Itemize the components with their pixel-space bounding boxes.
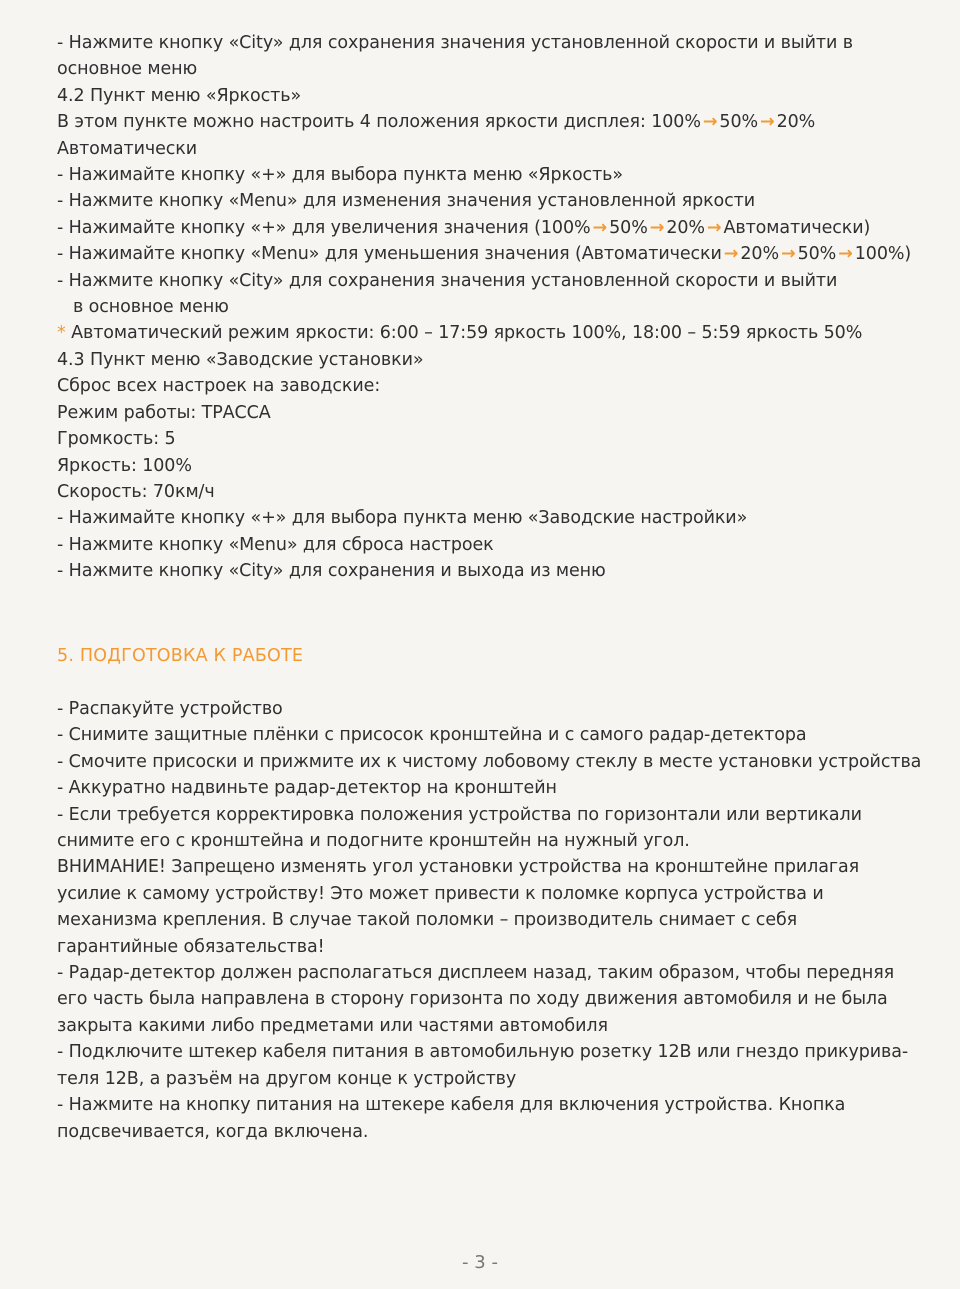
brightness-intro-line	[57, 109, 942, 135]
text-line: Громкость: 5	[57, 429, 176, 450]
text-line: - Нажимайте кнопку «+» для выбора пункта меню «Яркость»	[57, 165, 623, 186]
decrease-line	[57, 241, 942, 267]
warning-line: ВНИМАНИЕ! Запрещено изменять угол установки устройства на кронштейне прилагая	[57, 857, 860, 878]
text-line: - Радар-детектор должен располагаться дисплеем назад, таким образом, чтобы передняя	[57, 963, 895, 984]
increase-line	[57, 215, 942, 241]
menu-settings-block	[57, 30, 942, 585]
brightness-value: Автоматически)	[723, 217, 871, 238]
text-line: основное меню	[57, 59, 198, 80]
text-line: Скорость: 70км/ч	[57, 481, 215, 502]
warning-line: механизма крепления. В случае такой поломки – производитель снимает с себя	[57, 910, 798, 931]
warning-line: усилие к самому устройству! Это может привести к поломке корпуса устройства и	[57, 883, 824, 904]
arrow-right-icon: →	[723, 244, 739, 265]
brightness-value: 20%	[776, 112, 816, 133]
text-line: - Аккуратно надвиньте радар-детектор на кронштейн	[57, 778, 557, 799]
arrow-right-icon: →	[702, 112, 718, 133]
brightness-heading: 4.2 Пункт меню «Яркость»	[57, 85, 302, 106]
brightness-value: 50%	[719, 112, 759, 133]
text-line: - Нажмите кнопку «Menu» для сброса настроек	[57, 534, 494, 555]
text-line: подсвечивается, когда включена.	[57, 1121, 369, 1142]
arrow-right-icon: →	[706, 217, 722, 238]
section5-body	[57, 696, 947, 1145]
text-line: Автоматически	[57, 138, 198, 159]
text-line: - Смочите присоски и прижмите их к чистому лобовому стеклу в месте установки устройства	[57, 751, 922, 772]
brightness-value: 50%	[609, 217, 648, 238]
text-line: - Распакуйте устройство	[57, 699, 283, 719]
text-line: - Нажимайте кнопку «+» для выбора пункта меню «Заводские настройки»	[57, 508, 748, 529]
warning-line: гарантийные обязательства!	[57, 936, 325, 957]
arrow-right-icon: →	[760, 112, 775, 133]
text-line: - Если требуется корректировка положения устройства по горизонтали или вертикали	[57, 804, 862, 825]
text-line: - Нажмите кнопку «City» для сохранения и выхода из меню	[57, 561, 606, 582]
text-line: в основное меню	[73, 297, 229, 318]
text-line: - Нажмите кнопку «City» для сохранения значения установленной скорости и выйти в	[57, 33, 853, 53]
decrease-text: - Нажимайте кнопку «Menu» для уменьшения значения (Автоматически	[57, 244, 722, 265]
arrow-right-icon: →	[649, 217, 665, 238]
text-line: - Нажмите кнопку «City» для сохранения значения установленной скорости и выйти	[57, 270, 838, 291]
text-line: - Снимите защитные плёнки с присосок кронштейна и с самого радар-детектора	[57, 725, 807, 746]
text-line: его часть была направлена в сторону горизонта по ходу движения автомобиля и не была	[57, 989, 888, 1010]
text-line: - Подключите штекер кабеля питания в автомобильную розетку 12В или гнездо прикурива-	[57, 1042, 909, 1063]
text-line: снимите его с кронштейна и подогните кронштейн на нужный угол.	[57, 831, 690, 852]
text-line: - Нажмите на кнопку питания на штекере кабеля для включения устройства. Кнопка	[57, 1095, 846, 1116]
text-line: теля 12В, а разъём на другом конце к устройству	[57, 1068, 517, 1089]
increase-text: - Нажимайте кнопку «+» для увеличения значения (100%	[57, 217, 591, 238]
factory-heading: 4.3 Пункт меню «Заводские установки»	[57, 349, 424, 370]
page-number: - 3 -	[462, 1252, 498, 1273]
asterisk-icon: *	[57, 323, 66, 344]
arrow-right-icon: →	[592, 217, 608, 238]
auto-note-text: Автоматический режим яркости: 6:00 – 17:59 яркость 100%, 18:00 – 5:59 яркость 50%	[71, 323, 863, 344]
text-line: закрыта какими либо предметами или частями автомобиля	[57, 1015, 608, 1036]
brightness-value: 20%	[740, 244, 779, 265]
brightness-value: 20%	[666, 217, 705, 238]
auto-note	[57, 320, 942, 346]
brightness-value: 100%)	[854, 244, 912, 265]
section-title: 5. ПОДГОТОВКА К РАБОТЕ	[57, 646, 304, 666]
text-line: Сброс всех настроек на заводские:	[57, 376, 381, 397]
arrow-right-icon: →	[838, 244, 853, 265]
arrow-right-icon: →	[780, 244, 796, 265]
text-line: - Нажмите кнопку «Menu» для изменения значения установленной яркости	[57, 191, 756, 212]
text-line: Яркость: 100%	[57, 455, 192, 476]
text-line: Режим работы: ТРАССА	[57, 402, 271, 423]
brightness-intro-text: В этом пункте можно настроить 4 положения яркости дисплея: 100%	[57, 112, 701, 133]
brightness-value: 50%	[797, 244, 837, 265]
